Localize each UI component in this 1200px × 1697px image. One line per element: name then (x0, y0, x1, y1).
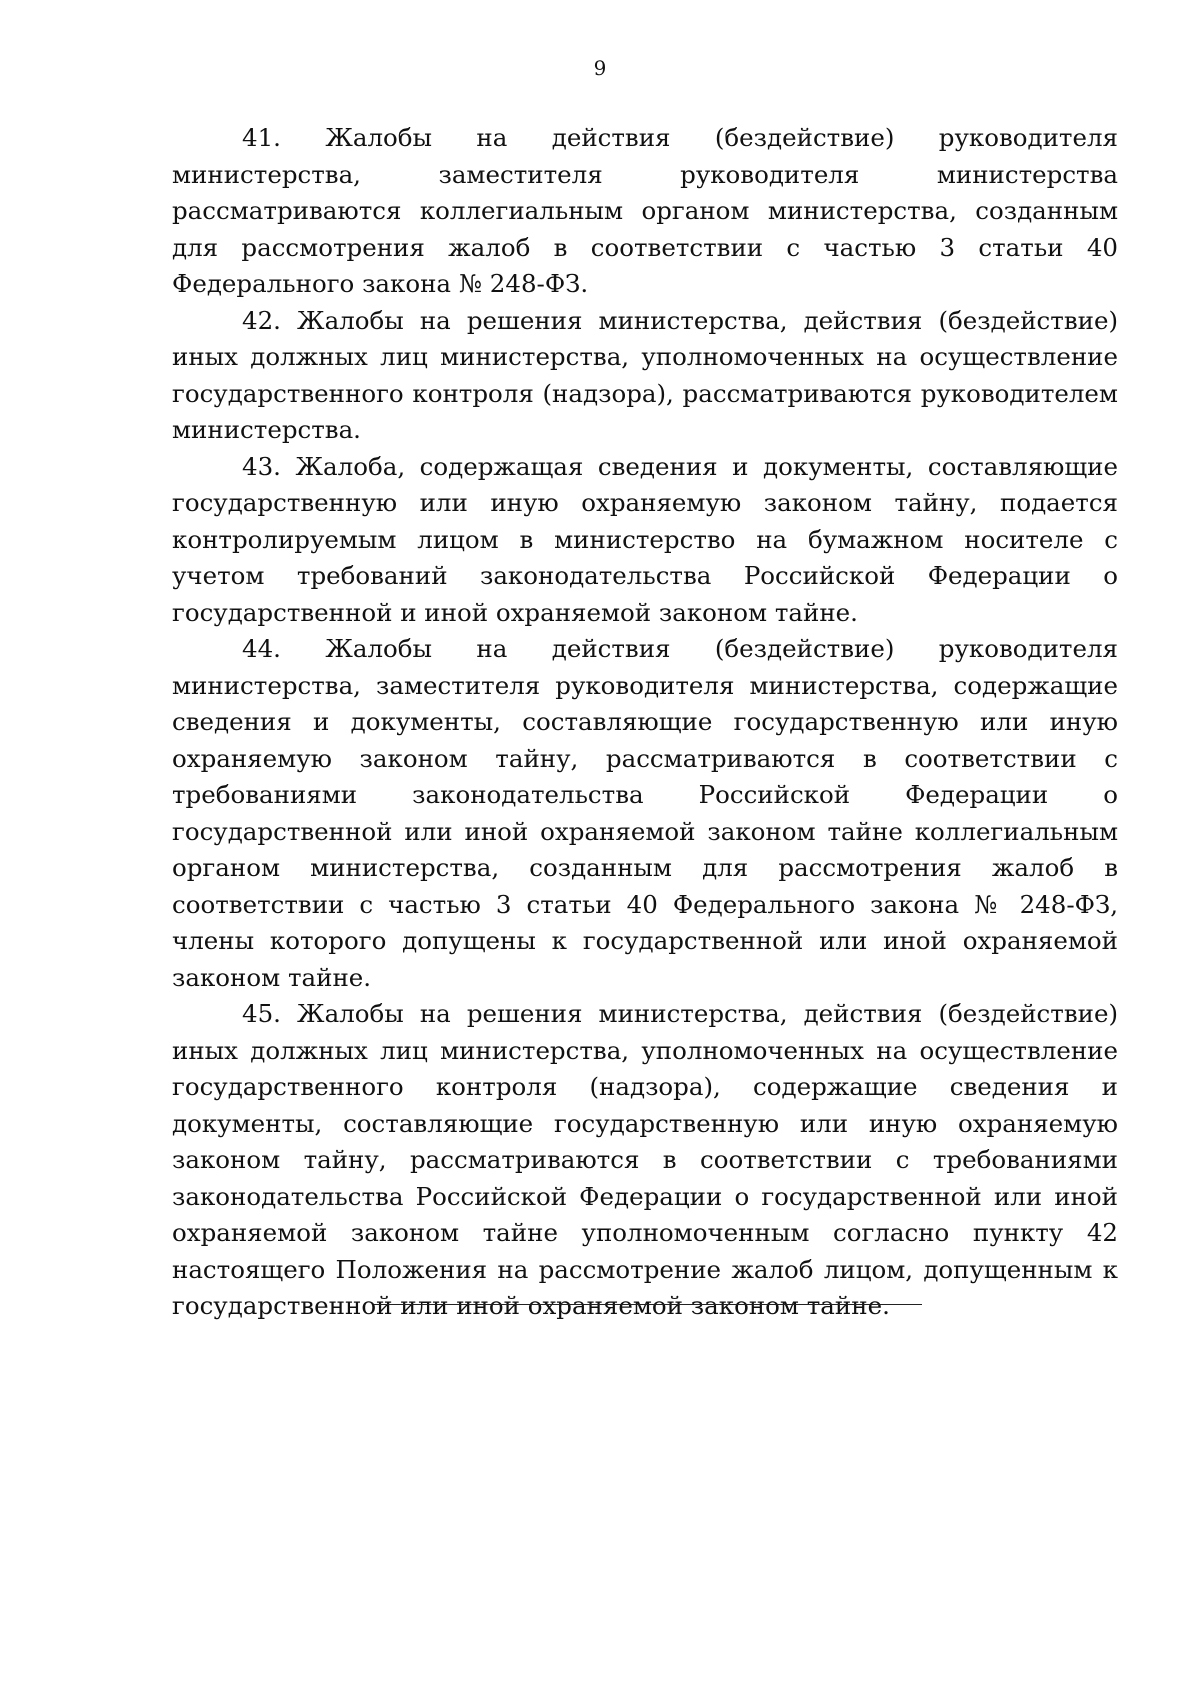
page-number: 9 (593, 56, 607, 80)
paragraph-42: 42. Жалобы на решения министерства, действия (бездействие) иных должных лиц министерства, уполномоченных на осуществление государственного контроля (надзора), рассматриваются руководителем министерства. (172, 305, 1118, 444)
paragraph-44: 44. Жалобы на действия (бездействие) руководителя министерства, заместителя руководителя министерства, содержащие сведения и документы, составляющие государственную или иную охраняемую законом тайну, рассматриваются в соответствии с требованиями законодательства Российской Федерации о государственной или иной охраняемой законом тайне коллегиальным органом министерства, созданным для рассмотрения жалоб в соответствии с частью 3 статьи 40 Федерального закона № 248-ФЗ, члены которого допущены к государственной или иной охраняемой законом тайне. (172, 634, 1118, 992)
paragraph-43: 43. Жалоба, содержащая сведения и документы, составляющие государственную или иную охраняемую законом тайну, подается контролируемым лицом в министерство на бумажном носителе с учетом требований законодательства Российской Федерации о государственной и иной охраняемой законом тайне. (172, 451, 1118, 627)
paragraph-45: 45. Жалобы на решения министерства, действия (бездействие) иных должных лиц министерства, уполномоченных на осуществление государственного контроля (надзора), содержащие сведения и документы, составляющие государственную или иную охраняемую законом тайну, рассматриваются в соответствии с требованиями законодательства Российской Федерации о государственной или иной охраняемой законом тайне уполномоченным согласно пункту 42 настоящего Положения на рассмотрение жалоб лицом, допущенным к государственной или иной охраняемой законом тайне. (172, 999, 1118, 1320)
end-of-document-divider (374, 1304, 922, 1305)
paragraph-41: 41. Жалобы на действия (бездействие) руководителя министерства, заместителя руководителя министерства рассматриваются коллегиальным органом министерства, созданным для рассмотрения жалоб в соответствии с частью 3 статьи 40 Федерального закона № 248-ФЗ. (172, 123, 1118, 298)
document-body (172, 120, 1118, 1325)
